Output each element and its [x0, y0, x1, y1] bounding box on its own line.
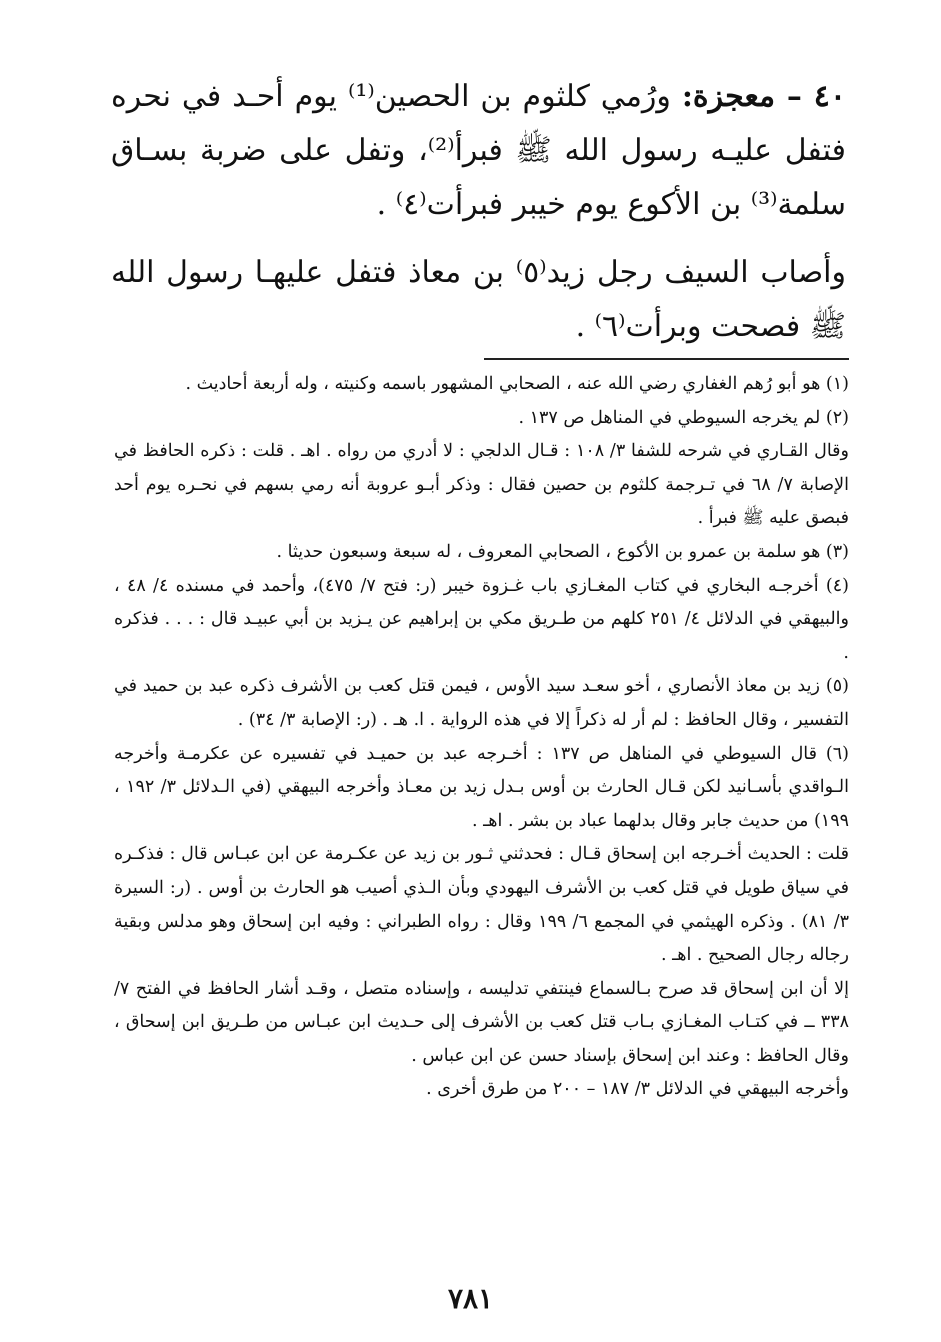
item-heading: ٤٠ – معجزة:	[681, 79, 846, 114]
footnote-separator	[484, 358, 849, 360]
main-paragraph-1-text: ورُمي كلثوم بن الحصين⁽¹⁾ يوم أحـد في نحره فتفل عليـه رسول الله ﷺ فبرأ⁽²⁾، وتفل على ضربة بسـاق سلمة⁽³⁾ بن الأكوع يوم خيبر فبرأت⁽٤⁾ .	[111, 79, 847, 222]
page-number: ٧٨١	[447, 1282, 494, 1315]
footnote-5: (٥) زيد بن معاذ الأنصاري ، أخو سعـد سيد الأوس ، فيمن قتل كعب بن الأشرف ذكره عبد بن حميد في التفسير ، وقال الحافظ : لم أر له ذكراً إلا في هذه الرواية . ا. هـ . (ر: الإصابة ٣/ ٣٤) .	[114, 676, 849, 730]
footnote-2-continuation: وقال القـاري في شرحه للشفا ٣/ ١٠٨ : قـال الدلجي : لا أدري من رواه . اهـ . قلت : ذكره الحافظ في الإصابة ٧/ ٦٨ في تـرجمة كلثوم بن حصين فقال : وذكر أبـو عروبة أنه رمي بسهم في نحـره يوم أحد فبصق عليه ﷺ فبرأ .	[114, 441, 849, 529]
main-paragraph-1	[111, 70, 846, 232]
footnote-4: (٤) أخرجـه البخاري في كتاب المغـازي باب غـزوة خيبر (ر: فتح ٧/ ٤٧٥)، وأحمد في مسنده ٤/ ٤٨ ، والبيهقي في الدلائل ٤/ ٢٥١ كلهم من طـريق مكي بن إبراهيم عن يـزيد بن أبي عبيـد قال : . . . فذكره .	[114, 575, 849, 663]
footnote-2: (٢) لم يخرجه السيوطي في المناهل ص ١٣٧ .	[518, 407, 849, 428]
footnote-3: (٣) هو سلمة بن عمرو بن الأكوع ، الصحابي المعروف ، له سبعة وسبعون حديثا .	[276, 541, 849, 562]
footnote-6: (٦) قال السيوطي في المناهل ص ١٣٧ : أخـرجه عبد بن حميـد في تفسيره عن عكرمـة وأخرجه الـواقدي بأسـانيد لكن قـال الحارث بن أوس بـدل زيد بن معـاذ وأخرجه البيهقي (في الـدلائل ٣/ ١٩٢ ، ١٩٩) من حديث جابر وقال بدلهما عباد بن بشر . اهـ .	[114, 743, 849, 831]
main-paragraph-2: وأصاب السيف رجل زيد⁽٥⁾ بن معاذ فتفل عليهـا رسول الله ﷺ فصحت وبرأت⁽٦⁾ .	[111, 255, 846, 344]
footnote-1: (١) هو أبو رُهم الغفاري رضي الله عنه ، الصحابي المشهور باسمه وكنيته ، وله أربعة أحاديث .	[185, 374, 849, 394]
footnote-6-continuation-2: إلا أن ابن إسحاق قد صرح بـالسماع فينتفي تدليسه ، وإسناده متصل ، وقـد أشار الحافظ في الفتح ٧/ ٣٣٨ ــ في كتـاب المغـازي بـاب قتل كعب بن الأشرف إلى حـديث ابن عبـاس من طـريق ابن إسحاق ، وقال الحافظ : وعند ابن إسحاق بإسناد حسن عن ابن عباس .	[114, 978, 849, 1066]
footnote-6-continuation-1: قلت : الحديث أخـرجه ابن إسحاق قـال : فحدثني ثـور بن زيد عن عكـرمة عن ابن عبـاس قال : فذكـره في سياق طويل في قتل كعب بن الأشرف اليهودي وبأن الـذي أصيب هو الحارث بن أوس . (ر: السيرة ٣/ ٨١) . وذكره الهيثمي في المجمع ٦/ ١٩٩ وقال : رواه الطبراني : وفيه ابن إسحاق وهو مدلس وبقية رجاله رجال الصحيح . اهـ .	[114, 844, 849, 966]
footnotes	[114, 368, 849, 1107]
footnote-6-continuation-3: وأخرجه البيهقي في الدلائل ٣/ ١٨٧ – ٢٠٠ من طرق أخرى .	[426, 1079, 849, 1100]
main-text	[111, 70, 846, 368]
